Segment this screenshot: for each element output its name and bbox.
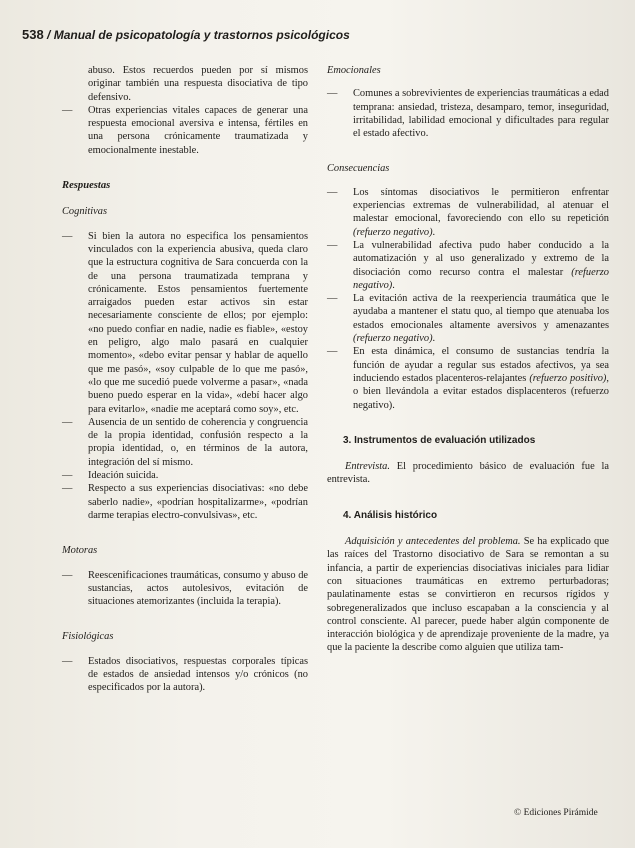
cognitivas-heading: Cognitivas [62,206,108,218]
consecuencias-item: — La evitación activa de la reexperiencia traumática que le ayudaba a mantener el statu quo, al tiempo que atenuaba los estados emocionales altamente aversivos y amenazantes (refuerzo negativo). [327,292,609,345]
consecuencias-item: — La vulnerabilidad afectiva pudo haber conducido a la automatización y al uso generalizado y extremo de la disociación como recurso contra el malestar (refuerzo negativo). [327,239,609,292]
fisiologicas-item: — Estados disociativos, respuestas corporales típicas de estados de ansiedad intensos y/o crónicos (no especificados por la autora). [62,655,308,695]
section-4-heading: 4. Análisis histórico [343,509,438,521]
consecuencias-item: — En esta dinámica, el consumo de sustancias tendría la función de ayudar a regular sus estados afectivos, ya sea induciendo estados placenteros-relajantes (refuerzo positivo), o bien llevándola a evitar estados displacenteros (refuerzo negativo). [327,345,609,411]
publisher-footer: © Ediciones Pirámide [514,808,598,818]
cognitivas-item: — Si bien la autora no especifica los pensamientos vinculados con la experiencia abusiva, queda claro que la estructura cognitiva de Sara concuerda con la de una persona traumatizada temprana y crónicamente. Estos pensamientos fuertemente arraigados pueden estar activos sin estar necesariamente consciente de ellos; por ejemplo: «no puedo confiar en nadie, nadie es fiable», «estoy en peligro, algo malo pasará en cualquier momento», «debo evitar pensar y hablar de aquello que me pasó», «soy culpable de lo que me pasó», «lo que me sucedió puede volverme a pasar», «nada bueno puedo esperar en la vida», «debí hacer algo para evitarlo», «nadie me aceptará como soy», etc. [62,230,308,416]
cognitivas-item: — Respecto a sus experiencias disociativas: «no debe saberlo nadie», «podrían hospitalizarme», «podrían darme terapias electro-convulsivas», etc. [62,482,308,522]
motoras-item: — Reescenificaciones traumáticas, consumo y abuso de sustancias, actos autolesivos, evitación de situaciones atemorizantes (incluida la terapia). [62,569,308,609]
left-column [62,64,308,695]
book-title: / Manual de psicopatología y trastornos psicológicos [47,28,350,42]
section-4-paragraph: Adquisición y antecedentes del problema. Se ha explicado que las raíces del Trastorno disociativo de Sara se remontan a su infancia, a partir de experiencias disociativas iniciales para lidiar con situaciones traumáticas en extremo perturbadoras; paulatinamente estas se convirtieron en recursos rígidos y sobregeneralizados que incluso escapaban a la consciencia y al control consciente. Al parecer, puede haber algún componente de interacción biológica y de aprendizaje proveniente de la madre, ya que la paciente la describe como alguien que utiliza tam- [327,536,609,654]
consecuencias-heading: Consecuencias [327,163,390,175]
motoras-heading: Motoras [62,545,98,557]
section-3-lead: Entrevista. [345,461,390,473]
running-header [22,27,350,42]
consecuencias-item: — Los síntomas disociativos le permitieron enfrentar experiencias extremas de vulnerabilidad, al atenuar el malestar emocional, favoreciendo con ello su repetición (refuerzo negativo). [327,186,609,239]
right-column [327,64,609,655]
emocionales-heading: Emocionales [327,65,381,76]
intro-list-item: — Otras experiencias vitales capaces de generar una respuesta emocional aversiva e intensa, fértiles en una persona crónicamente traumatizada y emocionalmente inestable. [62,104,308,157]
fisiologicas-heading: Fisiológicas [62,631,114,643]
emocionales-item: — Comunes a sobrevivientes de experiencias traumáticas a edad temprana: ansiedad, tristeza, desamparo, temor, inseguridad, irritabilidad, labilidad emocional y dificultades para regular el estado afectivo. [327,87,609,140]
intro-continuation: abuso. Estos recuerdos pueden por sí mismos originar también una respuesta disociativa de tipo defensivo. [88,65,308,103]
cognitivas-item: — Ausencia de un sentido de coherencia y congruencia de la propia identidad, confusión respecto a la propia identidad, o, en términos de la autora, integración del sí mismo. [62,416,308,469]
section-4-lead: Adquisición y antecedentes del problema. [345,536,521,548]
section-3-paragraph: Entrevista. El procedimiento básico de evaluación fue la entrevista. [327,461,609,486]
section-3-heading: 3. Instrumentos de evaluación utilizados [343,434,536,446]
respuestas-heading: Respuestas [62,180,111,192]
cognitivas-item: — Ideación suicida. [62,469,308,482]
page-number: 538 [22,27,44,42]
